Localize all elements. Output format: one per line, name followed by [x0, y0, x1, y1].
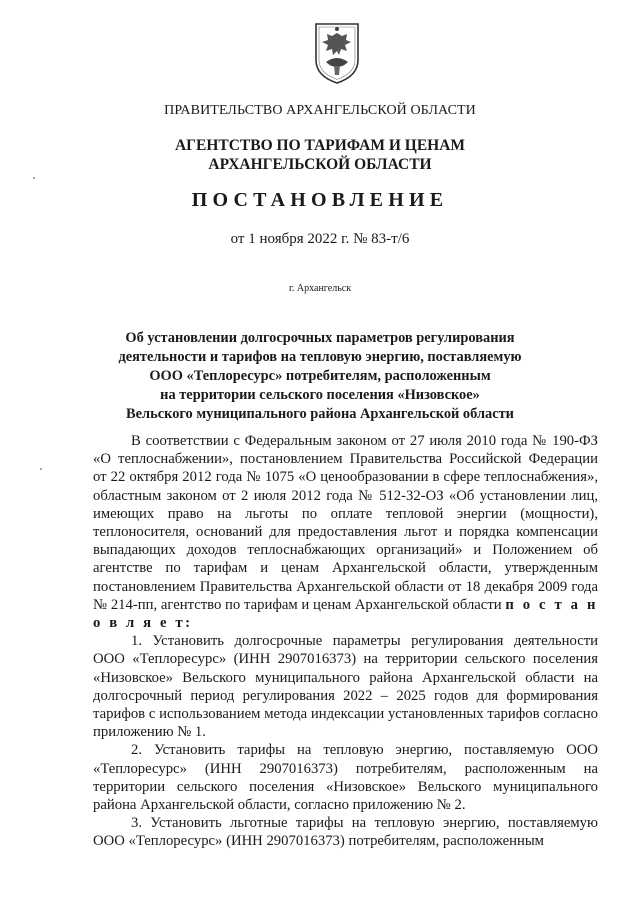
resolves-word: п о с т а н о в л я е т:	[93, 596, 599, 632]
coat-of-arms-icon	[312, 20, 362, 86]
subject-line: деятельности и тарифов на тепловую энергию, поставляемую	[118, 349, 522, 365]
subject-line: на территории сельского поселения «Низовское»	[160, 387, 480, 403]
document-type-title: ПОСТАНОВЛЕНИЕ	[191, 189, 449, 211]
agency-name	[0, 136, 640, 174]
subject-line: ООО «Теплоресурс» потребителям, расположенным	[149, 368, 491, 384]
item-paragraph: 2. Установить тарифы на тепловую энергию, поставляемую ООО «Теплоресурс» (ИНН 2907016373) потребителям, расположенным на территории сельского поселения «Низовское» Вельского муниципального района Архангельской области, согласно приложению № 2.	[93, 742, 598, 814]
agency-name-line: АГЕНТСТВО ПО ТАРИФАМ И ЦЕНАМ	[174, 137, 466, 154]
government-name: ПРАВИТЕЛЬСТВО АРХАНГЕЛЬСКОЙ ОБЛАСТИ	[164, 103, 476, 118]
item-paragraph: 1. Установить долгосрочные параметры регулирования деятельности ООО «Теплоресурс» (ИНН 2907016373) на территории сельского поселения «Низовское» Вельского муниципального района Архангельской области на долгосрочный период регулирования 2022 – 2025 годов для формирования тарифов с использованием метода индексации установленных тарифов согласно приложению № 1.	[93, 633, 598, 741]
subject-line: Вельского муниципального района Архангельской области	[126, 406, 514, 422]
document-body	[93, 432, 598, 851]
preamble-paragraph	[93, 432, 598, 632]
subject-line: Об установлении долгосрочных параметров регулирования	[125, 330, 515, 346]
scan-speck	[40, 468, 42, 470]
item-paragraph: 3. Установить льготные тарифы на тепловую энергию, поставляемую ООО «Теплоресурс» (ИНН 2907016373) потребителям, расположенным	[93, 815, 598, 850]
date-number: от 1 ноября 2022 г. № 83-т/6	[230, 231, 410, 247]
agency-name-line: АРХАНГЕЛЬСКОЙ ОБЛАСТИ	[208, 156, 432, 173]
city-name: г. Архангельск	[288, 283, 352, 294]
preamble-text: В соответствии с Федеральным законом от 27 июля 2010 года № 190-ФЗ «О теплоснабжении», постановлением Правительства Российской Федерации от 22 октября 2012 года № 1075 «О ценообразовании в сфере теплоснабжения», областным законом от 2 июля 2012 года № 512-32-ОЗ «Об установлении лиц, имеющих право на льготы по оплате тепловой энергии (мощности), теплоносителя, оснований для предоставления льгот и порядка компенсации выпадающих доходов теплоснабжающих организаций» и Положением об агентстве по тарифам и ценам Архангельской области, утвержденным постановлением Правительства Архангельской области от 18 декабря 2009 года № 214-пп, агентство по тарифам и ценам Архангельской области	[93, 433, 598, 613]
document-subject	[0, 329, 640, 424]
scan-speck	[33, 177, 35, 179]
